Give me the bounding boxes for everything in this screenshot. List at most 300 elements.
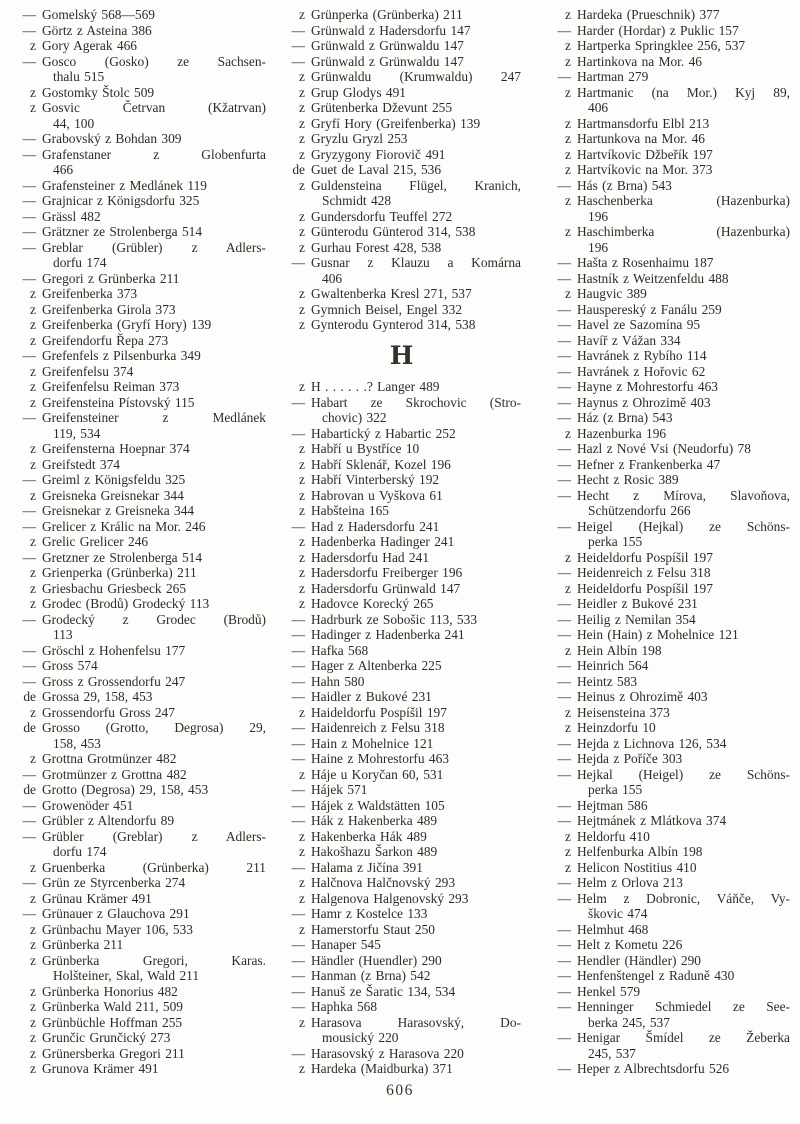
entry-text: Grossendorfu Gross 247	[42, 704, 175, 720]
entry-prefix: —	[557, 255, 571, 270]
entry-text: Hejtmánek z Mlátkova 374	[577, 813, 727, 828]
entry-prefix: z	[30, 100, 36, 115]
entry-text: Grotmünzer z Grottna 482	[42, 766, 187, 782]
entry-prefix: —	[557, 1030, 571, 1045]
entry-text: chovic) 322	[322, 410, 387, 425]
entry-text: Heidenreich z Felsu 318	[577, 565, 711, 580]
index-entry-line	[283, 968, 521, 984]
entry-prefix: —	[557, 952, 571, 968]
entry-prefix: z	[299, 1061, 305, 1076]
index-entry-line	[549, 100, 790, 116]
entry-text: Hayne z Mohrestorfu 463	[577, 379, 718, 394]
index-entry-line	[283, 596, 521, 612]
entry-prefix: —	[557, 596, 571, 611]
entry-prefix: z	[299, 69, 305, 84]
entry-text: Gretzner ze Strolenberga 514	[42, 549, 203, 565]
index-entry-line	[283, 85, 521, 101]
entry-prefix: —	[22, 7, 36, 22]
entry-text: Harasovský z Harasova 220	[311, 1045, 464, 1061]
index-entry-line	[14, 829, 266, 845]
entry-prefix: z	[565, 115, 571, 131]
entry-text: Greifensterna Hoepnar 374	[42, 441, 190, 456]
entry-text: Hanuš ze Šaratic 134, 534	[311, 983, 456, 999]
index-entry-line	[549, 116, 790, 132]
index-entry-line	[283, 798, 521, 814]
index-entry-line	[549, 333, 790, 349]
index-entry-line	[283, 271, 521, 287]
index-entry-line	[283, 54, 521, 70]
entry-text: Hájek 571	[311, 782, 368, 797]
entry-prefix: z	[30, 394, 36, 410]
entry-prefix	[549, 906, 571, 922]
entry-prefix: —	[22, 146, 36, 162]
entry-text: Hartmansdorfu Elbl 213	[577, 115, 710, 131]
entry-prefix: z	[565, 720, 571, 735]
entry-text: Gruenberka (Grünberka) 211	[42, 859, 266, 875]
entry-prefix: —	[22, 673, 36, 689]
index-entry-line	[283, 147, 521, 163]
entry-text: Habří Sklenář, Kozel 196	[311, 456, 451, 472]
index-entry-line	[283, 488, 521, 504]
index-entry-line	[549, 705, 790, 721]
entry-text: Hartperka Springklee 256, 537	[577, 38, 746, 53]
entry-prefix: z	[30, 84, 36, 100]
entry-prefix: z	[299, 286, 305, 301]
index-entry-line	[283, 240, 521, 256]
entry-text: Grünbachu Mayer 106, 533	[42, 921, 194, 937]
entry-prefix: —	[291, 999, 305, 1014]
entry-prefix: —	[22, 518, 36, 534]
entry-prefix	[549, 782, 571, 798]
entry-text: 406	[588, 100, 609, 115]
entry-prefix: z	[565, 53, 571, 69]
entry-text: perka 155	[588, 782, 643, 797]
entry-prefix: —	[557, 270, 571, 286]
entry-text: Hadrburk ze Sobošic 113, 533	[311, 611, 478, 627]
index-entry-line	[283, 860, 521, 876]
entry-text: Grajnicar z Königsdorfu 325	[42, 193, 200, 208]
index-entry-line	[549, 85, 790, 101]
index-entry-line	[14, 379, 266, 395]
entry-text: Hanman (z Brna) 542	[311, 968, 431, 983]
entry-text: Grünberka Wald 211, 509	[42, 999, 184, 1014]
index-entry-line	[549, 736, 790, 752]
entry-prefix	[283, 1030, 305, 1046]
entry-text: Heinrich 564	[577, 658, 649, 673]
entry-text: Grotto (Degrosa) 29, 158, 453	[42, 782, 209, 797]
entry-prefix: z	[30, 1045, 36, 1061]
index-entry-line	[549, 410, 790, 426]
entry-prefix: —	[557, 658, 571, 673]
entry-text: Hecht z Mírova, Slavoňova,	[577, 487, 790, 503]
index-entry-line	[283, 7, 521, 23]
index-entry-line	[14, 364, 266, 380]
entry-prefix: z	[299, 1014, 305, 1030]
entry-prefix: —	[22, 270, 36, 286]
index-entry-line	[549, 534, 790, 550]
entry-prefix: z	[565, 642, 571, 658]
entry-prefix: —	[557, 394, 571, 410]
entry-text: Heidler z Bukové 231	[577, 596, 698, 611]
entry-prefix: —	[557, 983, 571, 999]
entry-text: 245, 537	[588, 1045, 636, 1061]
index-entry-line	[283, 317, 521, 333]
entry-text: Hamr z Kostelce 133	[311, 906, 428, 921]
entry-text: Heisensteina 373	[577, 704, 670, 720]
entry-prefix: —	[557, 968, 571, 983]
index-entry-line	[14, 193, 266, 209]
index-entry-line	[283, 1061, 521, 1077]
entry-text: Grosso (Grotto, Degrosa) 29,	[42, 720, 266, 735]
entry-prefix: —	[291, 22, 305, 38]
index-entry-line	[14, 255, 266, 271]
entry-text: Greifenberka (Gryfí Hory) 139	[42, 317, 212, 332]
index-entry-line	[14, 519, 266, 535]
entry-text: Haidenreich z Felsu 318	[311, 720, 445, 735]
index-entry-line	[549, 627, 790, 643]
entry-text: Grätzner ze Strolenberga 514	[42, 224, 203, 239]
entry-prefix	[14, 69, 36, 85]
index-entry-line	[549, 875, 790, 891]
index-column-middle	[283, 7, 521, 1077]
entry-text: dorfu 174	[53, 844, 107, 859]
entry-prefix	[549, 209, 571, 225]
entry-text: Henkel 579	[577, 983, 641, 999]
entry-text: Hadersdorfu Had 241	[311, 549, 430, 565]
entry-text: Halama z Jičína 391	[311, 859, 423, 875]
index-entry-line	[14, 643, 266, 659]
entry-prefix: de	[23, 720, 36, 735]
entry-text: Henninger Schmiedel ze See-	[577, 999, 790, 1014]
entry-text: Grünberka Honorius 482	[42, 983, 178, 999]
entry-prefix: —	[557, 937, 571, 952]
entry-prefix: z	[565, 146, 571, 162]
entry-prefix: —	[557, 518, 571, 534]
index-entry-line	[549, 162, 790, 178]
entry-prefix: —	[291, 735, 305, 751]
index-entry-line	[283, 224, 521, 240]
index-entry-line	[14, 534, 266, 550]
index-entry-line	[549, 519, 790, 535]
entry-text: Guldensteina Flügel, Kranich,	[311, 177, 521, 193]
index-entry-line	[283, 131, 521, 147]
entry-text: Heideldorfu Pospíšil 197	[577, 580, 713, 596]
section-letter-heading: H	[389, 341, 415, 371]
entry-prefix: —	[22, 549, 36, 565]
index-entry-line	[14, 689, 266, 705]
entry-prefix: z	[30, 534, 36, 549]
entry-prefix: z	[30, 580, 36, 596]
entry-prefix: z	[565, 704, 571, 720]
index-entry-line	[283, 286, 521, 302]
entry-prefix: —	[291, 859, 305, 875]
entry-text: Gymnich Beisel, Engel 332	[311, 301, 463, 317]
index-entry-line	[549, 38, 790, 54]
entry-text: Hartunkova na Mor. 46	[577, 131, 705, 146]
entry-prefix: —	[22, 642, 36, 658]
entry-prefix: z	[30, 1030, 36, 1045]
entry-text: Greifensteiner z Medlánek	[42, 410, 266, 425]
entry-prefix: —	[557, 797, 571, 813]
index-entry-line	[283, 178, 521, 194]
index-entry-line	[283, 410, 521, 426]
index-entry-line	[14, 271, 266, 287]
entry-text: Halgenova Halgenovský 293	[311, 890, 469, 906]
index-entry-line	[549, 968, 790, 984]
entry-prefix: —	[557, 735, 571, 751]
entry-text: Grünberka 211	[42, 937, 124, 952]
index-entry-line	[14, 922, 266, 938]
entry-prefix: —	[291, 720, 305, 735]
entry-prefix: z	[299, 472, 305, 487]
entry-prefix: —	[557, 348, 571, 363]
index-entry-line	[283, 922, 521, 938]
entry-prefix: —	[291, 689, 305, 704]
entry-prefix: z	[30, 1061, 36, 1076]
index-entry-line	[549, 472, 790, 488]
entry-text: thalu 515	[53, 69, 105, 84]
entry-prefix: —	[22, 503, 36, 518]
entry-prefix: z	[30, 363, 36, 379]
entry-text: Greifenberka Girola 373	[42, 301, 176, 317]
entry-prefix: z	[30, 286, 36, 301]
entry-text: Henfenštengel z Raduně 430	[577, 968, 735, 983]
entry-text: Gostomky Štolc 509	[42, 84, 155, 100]
entry-prefix: —	[291, 658, 305, 673]
entry-text: Heinus z Ohrozimě 403	[577, 689, 708, 704]
index-entry-line	[549, 54, 790, 70]
index-entry-line	[549, 23, 790, 39]
index-column-right	[549, 7, 790, 1077]
entry-text: mousický 220	[322, 1030, 399, 1045]
entry-text: Had z Hadersdorfu 241	[311, 518, 440, 534]
entry-text: Greisneka Greisnekar 344	[42, 487, 184, 503]
index-entry-line	[549, 209, 790, 225]
entry-text: Gosvic Četrvan (Kžatrvan)	[42, 100, 266, 115]
entry-text: Holšteiner, Skal, Wald 211	[53, 968, 200, 983]
entry-prefix: z	[565, 84, 571, 100]
entry-text: Havel ze Sazomína 95	[577, 317, 701, 332]
entry-prefix: —	[557, 1061, 571, 1076]
entry-prefix: —	[291, 983, 305, 999]
index-entry-line	[283, 984, 521, 1000]
entry-text: Grütenberka Dževunt 255	[311, 100, 453, 115]
index-entry-line	[549, 1046, 790, 1062]
index-entry-line	[549, 224, 790, 240]
entry-text: Havránek z Hořovic 62	[577, 363, 706, 379]
index-entry-line	[549, 131, 790, 147]
index-entry-line	[549, 240, 790, 256]
entry-text: Habří Vinterberský 192	[311, 472, 440, 487]
index-entry-line	[14, 581, 266, 597]
index-entry-line	[14, 116, 266, 132]
index-entry-line	[283, 782, 521, 798]
entry-prefix: —	[557, 410, 571, 425]
entry-prefix: z	[565, 38, 571, 53]
index-entry-line	[14, 7, 266, 23]
entry-prefix: z	[30, 565, 36, 580]
entry-text: Grässl 482	[42, 208, 101, 224]
index-entry-line	[549, 302, 790, 318]
index-entry-line	[283, 23, 521, 39]
index-entry-line	[14, 54, 266, 70]
index-entry-line	[549, 906, 790, 922]
index-entry-line	[549, 7, 790, 23]
entry-prefix: —	[557, 689, 571, 704]
entry-text: Grübler z Altendorfu 89	[42, 813, 175, 828]
entry-text: Guet de Laval 215, 536	[311, 162, 442, 177]
index-entry-line	[549, 720, 790, 736]
entry-text: Haine z Mohrestorfu 463	[311, 751, 449, 766]
entry-text: Habart ze Skrochovic (Stro-	[311, 394, 521, 410]
entry-text: Heinzdorfu 10	[577, 720, 656, 735]
index-entry-line	[14, 674, 266, 690]
entry-text: Hardeka (Maidburka) 371	[311, 1061, 453, 1076]
entry-text: Hazenburka 196	[577, 425, 667, 441]
index-entry-line	[283, 395, 521, 411]
entry-prefix	[14, 426, 36, 442]
index-entry-line	[549, 581, 790, 597]
entry-text: Grünau Krämer 491	[42, 890, 152, 906]
entry-prefix: z	[299, 379, 305, 394]
index-entry-line	[283, 612, 521, 628]
entry-text: Hendler (Händler) 290	[577, 952, 701, 968]
entry-text: Grabovský z Bohdan 309	[42, 131, 182, 146]
entry-text: Gomelský 568—569	[42, 7, 155, 22]
index-entry-line	[549, 1061, 790, 1077]
entry-prefix: —	[557, 177, 571, 193]
entry-prefix: z	[299, 115, 305, 131]
index-entry-line	[14, 1030, 266, 1046]
index-entry-line	[14, 813, 266, 829]
entry-text: Havíř z Vážan 334	[577, 332, 681, 348]
entry-prefix: —	[22, 611, 36, 627]
entry-prefix: —	[557, 875, 571, 890]
entry-prefix: z	[299, 456, 305, 472]
entry-prefix	[549, 503, 571, 519]
entry-prefix: —	[22, 875, 36, 890]
entry-text: Gryzygony Fiorovič 491	[311, 146, 446, 162]
entry-text: Gryzlu Gryzl 253	[311, 131, 408, 146]
index-entry-line	[549, 937, 790, 953]
index-entry-line	[549, 658, 790, 674]
entry-prefix: —	[291, 673, 305, 689]
entry-text: Greifenfelsu 374	[42, 363, 134, 379]
entry-text: Hák z Hakenberka 489	[311, 813, 438, 828]
index-entry-line	[14, 457, 266, 473]
index-entry-line	[549, 751, 790, 767]
index-entry-line	[549, 550, 790, 566]
entry-text: Haynus z Ohrozimě 403	[577, 394, 711, 410]
entry-prefix: —	[22, 224, 36, 239]
index-entry-line	[549, 829, 790, 845]
entry-prefix	[549, 1046, 571, 1062]
index-entry-line	[549, 364, 790, 380]
entry-prefix: —	[291, 627, 305, 642]
entry-text: Heper z Albrechtsdorfu 526	[577, 1061, 730, 1076]
index-entry-line	[14, 782, 266, 798]
entry-prefix	[283, 410, 305, 426]
entry-prefix: z	[299, 7, 305, 22]
entry-prefix: —	[22, 797, 36, 813]
entry-prefix: z	[565, 224, 571, 239]
entry-prefix: —	[557, 565, 571, 580]
entry-text: Helmhut 468	[577, 921, 649, 937]
entry-text: Habrovan u Vyškova 61	[311, 487, 443, 503]
index-entry-line	[549, 503, 790, 519]
entry-text: Hain z Mohelnice 121	[311, 735, 434, 751]
entry-prefix: z	[30, 301, 36, 317]
entry-prefix: —	[557, 766, 571, 782]
index-entry-line	[549, 271, 790, 287]
index-entry-line	[283, 891, 521, 907]
entry-text: Hahn 580	[311, 673, 365, 689]
index-entry-line	[14, 131, 266, 147]
entry-text: Gryfí Hory (Greifenberka) 139	[311, 115, 481, 131]
index-entry-line	[283, 829, 521, 845]
index-entry-line	[14, 612, 266, 628]
entry-text: Henigar Šmídel ze Žeberka	[577, 1030, 790, 1045]
entry-text: Grodec (Brodů) Grodecký 113	[42, 596, 210, 611]
entry-text: Growenöder 451	[42, 797, 134, 813]
index-entry-line	[14, 720, 266, 736]
index-entry-line	[549, 689, 790, 705]
index-entry-line	[14, 302, 266, 318]
entry-text: Grodecký z Grodec (Brodů)	[42, 611, 266, 627]
index-entry-line	[14, 488, 266, 504]
entry-prefix: z	[30, 890, 36, 906]
entry-text: Gundersdorfu Teuffel 272	[311, 208, 453, 224]
entry-text: Hakošhazu Šarkon 489	[311, 844, 438, 859]
entry-text: Hein (Hain) z Mohelnice 121	[577, 627, 739, 642]
entry-text: škovic 474	[588, 906, 648, 921]
entry-text: Haphka 568	[311, 999, 378, 1014]
entry-prefix: —	[557, 627, 571, 642]
index-entry-line	[14, 736, 266, 752]
entry-text: Heldorfu 410	[577, 828, 650, 844]
entry-text: Grelicer z Králic na Mor. 246	[42, 518, 206, 534]
entry-text: Hejda z Poříče 303	[577, 751, 683, 766]
entry-prefix: z	[565, 549, 571, 565]
entry-prefix: z	[299, 875, 305, 890]
index-entry-line	[283, 953, 521, 969]
index-entry-line	[549, 922, 790, 938]
entry-prefix: z	[299, 766, 305, 782]
index-entry-line	[283, 643, 521, 659]
entry-text: Gregori z Grünberka 211	[42, 270, 180, 286]
index-entry-line	[283, 38, 521, 54]
entry-text: Schützendorfu 266	[588, 503, 691, 518]
entry-prefix: z	[299, 534, 305, 549]
entry-text: Grünwald z Hadersdorfu 147	[311, 22, 471, 38]
entry-prefix: —	[291, 813, 305, 828]
entry-text: Hager z Altenberka 225	[311, 658, 442, 673]
entry-text: Hefner z Frankenberka 47	[577, 456, 721, 472]
entry-prefix: z	[299, 131, 305, 146]
index-entry-line	[549, 844, 790, 860]
index-entry-line	[283, 767, 521, 783]
index-entry-line	[14, 550, 266, 566]
entry-text: Hartinkova na Mor. 46	[577, 53, 702, 69]
entry-text: Hartvíkovic na Mor. 373	[577, 162, 713, 177]
entry-prefix: z	[565, 425, 571, 441]
entry-prefix: —	[22, 177, 36, 193]
entry-text: Günterodu Günterod 314, 538	[311, 224, 476, 239]
index-entry-line	[14, 441, 266, 457]
entry-prefix	[14, 255, 36, 271]
index-entry-line	[14, 23, 266, 39]
index-entry-line	[14, 85, 266, 101]
